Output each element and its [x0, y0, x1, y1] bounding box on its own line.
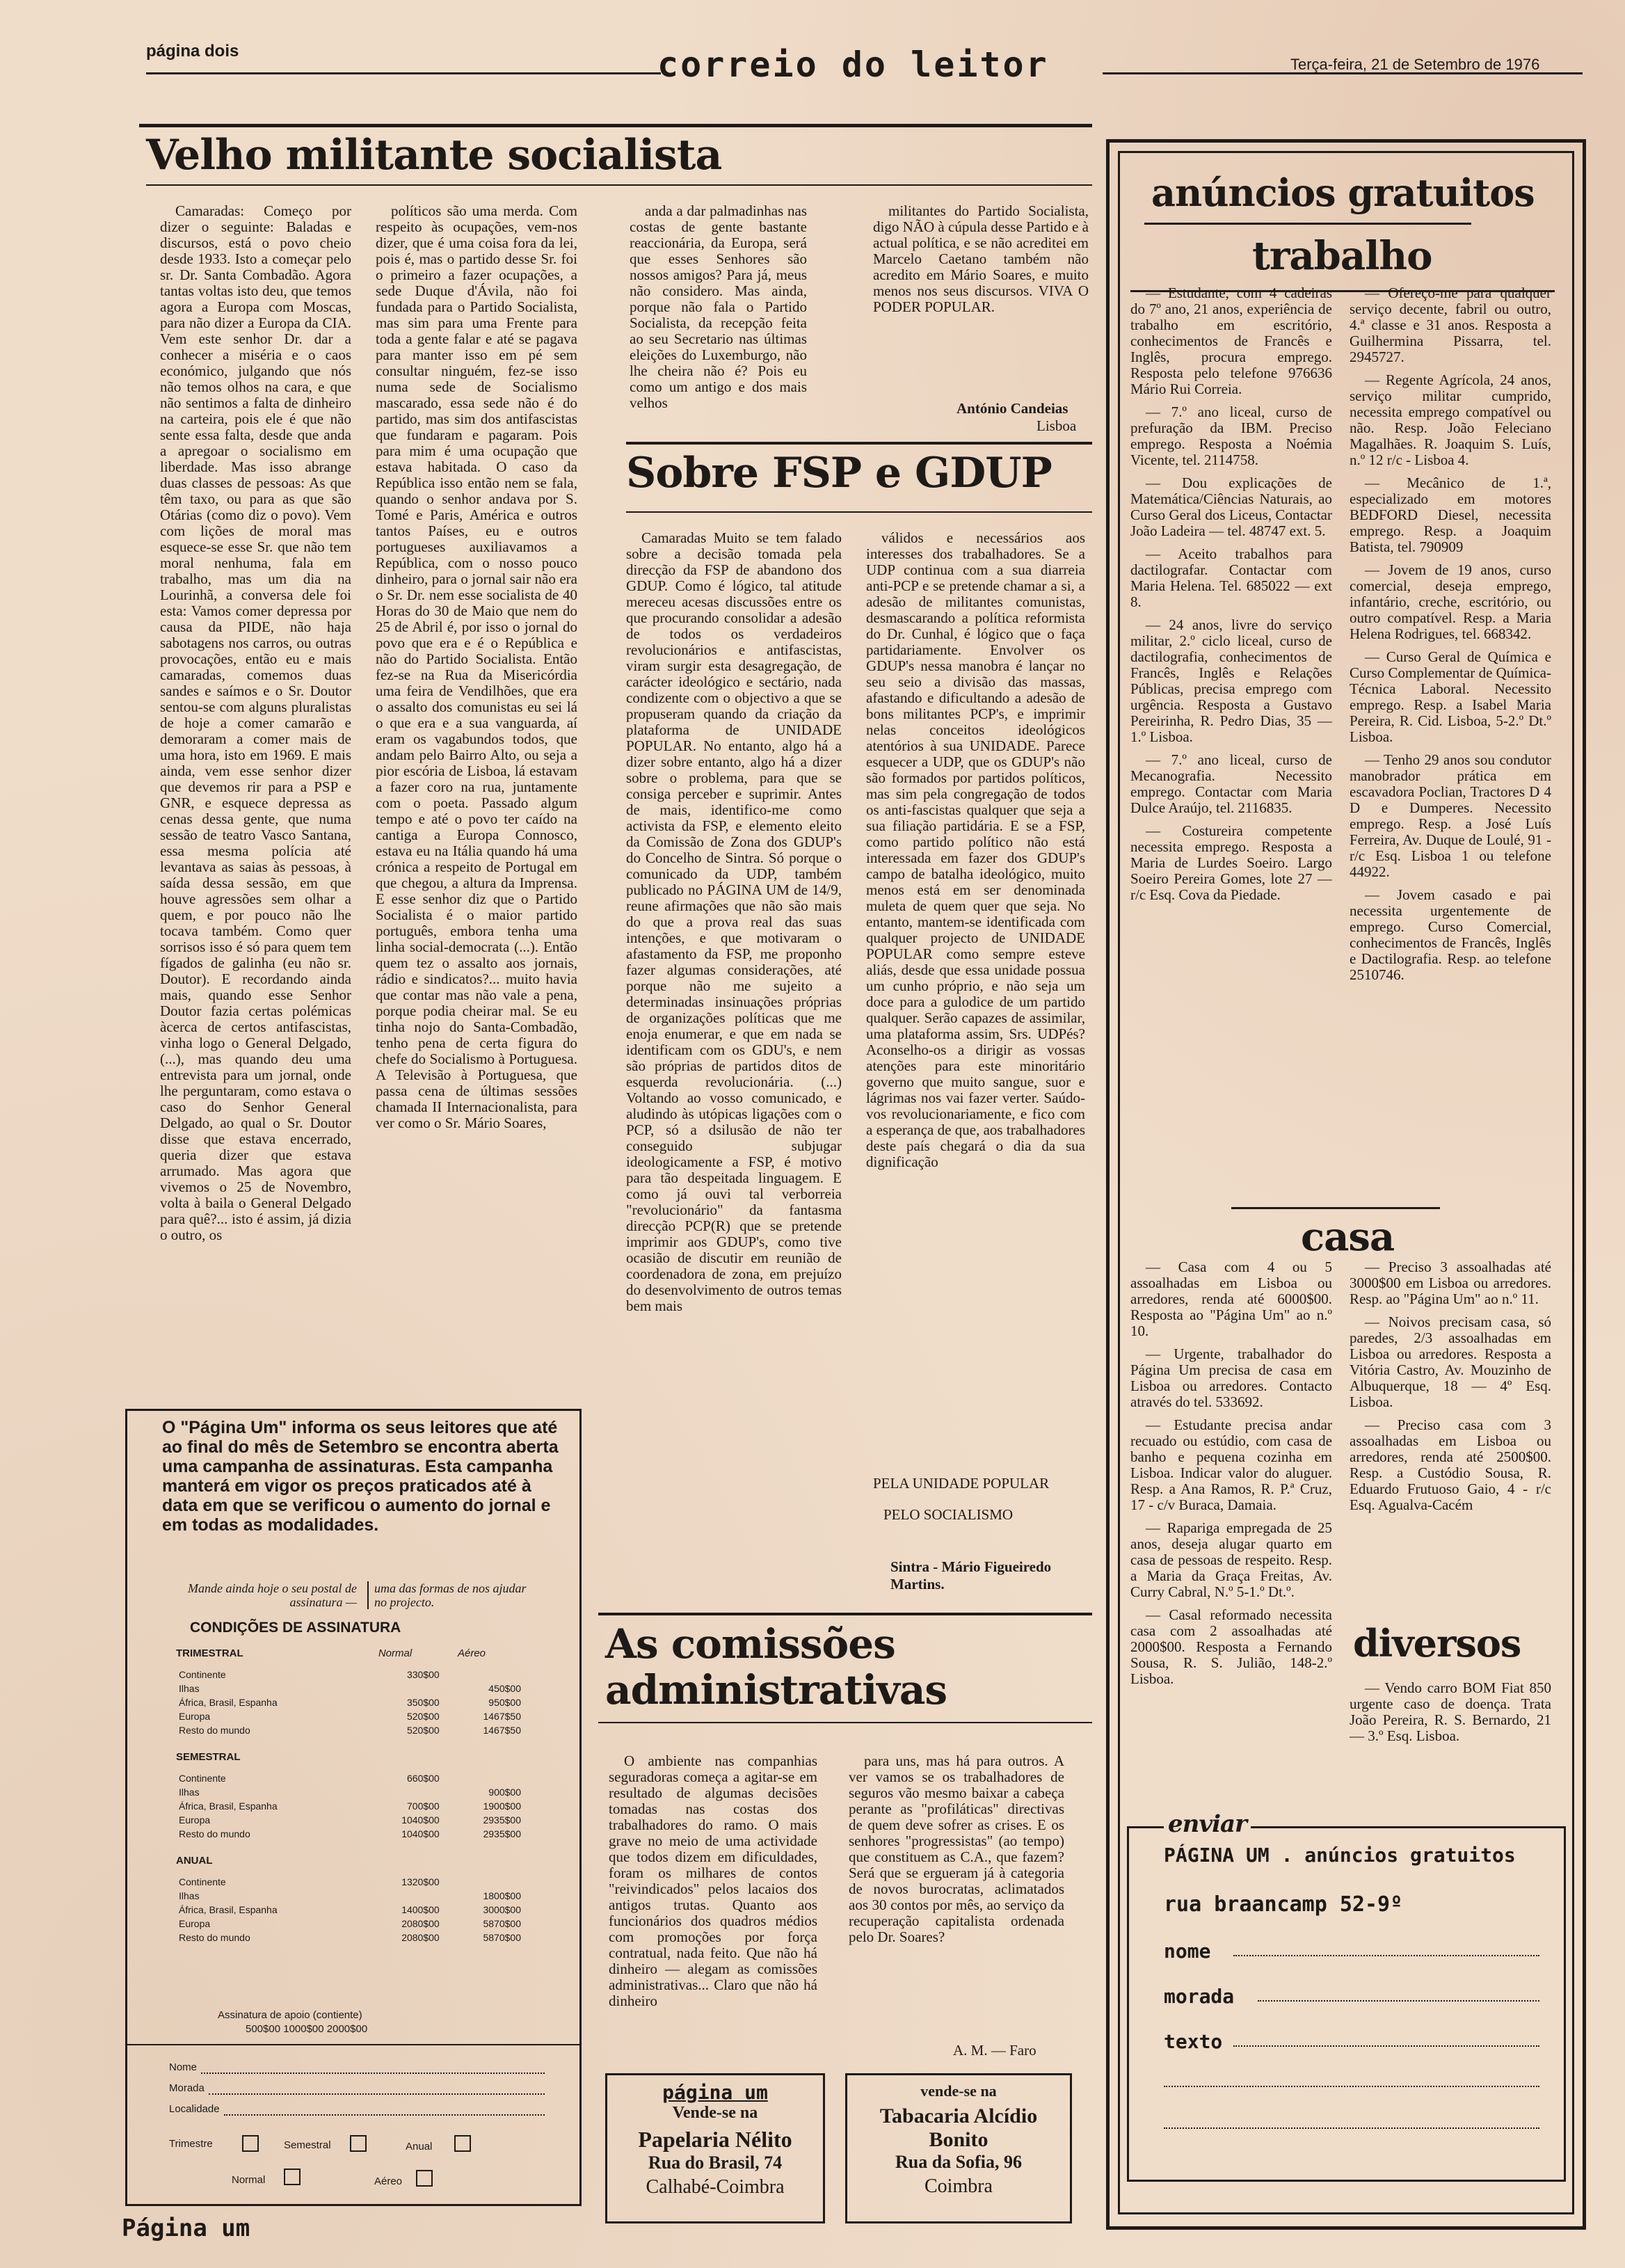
subscription-row [176, 1887, 524, 1901]
classified-ad: — Curso Geral de Química e Curso Complementar de Química-Técnica Laboral. Necessito emprego. Resp. a Isabel Maria Pereira, R. Cid. Lisboa, 5-2.º Dt.º Lisboa. [1350, 648, 1551, 745]
subscription-cell-dest: Continente [179, 1669, 226, 1680]
send-label: enviar [1164, 1810, 1251, 1838]
form-anual-checkbox[interactable] [454, 2135, 471, 2152]
article2-closing1: PELA UNIDADE POPULAR [873, 1475, 1050, 1492]
send-line1: PÁGINA UM . anúncios gratuitos [1164, 1844, 1516, 1867]
subscription-cell-dest: Europa [179, 1918, 211, 1929]
classified-ad: — Costureira competente necessita emprego. Resposta a Maria de Lurdes Soeiro. Largo Soeiro Pereira Gomes, lote 27 — r/c Esq. Cova da Piedade. [1130, 822, 1332, 903]
form-aereo-checkbox[interactable] [416, 2170, 433, 2187]
article2-col1: Camaradas Muito se tem falado sobre a decisão tomada pela direcção da FSP de abandono dos GDUP. Como é lógico, tal atitude mereceu acesas discussões entre os que procurando consolidar a adesão de todos os verdadeiros revolucionários e antifascistas, viram surgir esta desagregação, de carácter ideológico e sectário, nada condizente com o objectivo a que se propuseram quando da criação da plataforma de UNIDADE POPULAR. No entanto, algo há a dizer sobre entanto, algo há a dizer sobre o problema, para que se consiga perceber e suprimir. Antes de mais, identifico-me como activista da FSP, e elemento eleito da Comissão de Zona dos GDUP's do Concelho de Sintra. Só porque o comunicado da UDP, também publicado no PÁGINA UM de 14/9, reune afirmações que não são mais do que a prova real das suas intenções, e que motivaram o afastamento da FSP, me proponho fazer algumas considerações, até porque não me sujeito a determinadas insinuações próprias de organizações políticas que me enoja enumerar, e que em nada se identificam com os GDU's, e nem são próprias de partidos ditos de esquerda revolucionária. (...) Voltando ao vosso comunicado, e aludindo às utópicas ligações com o PCP, só a dsilusão de não ter conseguido subjugar ideologicamente a FSP, é motivo para tão despeitada linguagem. E como já ouvi tal verborreia "revolucionário" da fantasma direcção PCP(R) que se pretende imprimir aos GDUP's, como tive ocasião de discutir em reunião de coordenadora de zona, em prejuízo do desenvolvimento de outros temas bem mais [626, 530, 842, 1314]
classified-ad: — Jovem casado e pai necessita urgentemente de emprego. Curso Comercial, conhecimentos de Francês, Inglês e Dactilografia. Resp. ao telefone 2510746. [1350, 886, 1551, 983]
article1-title-rule [146, 184, 1092, 186]
subscription-note-right: uma das formas de nos ajudar no projecto. [367, 1581, 541, 1609]
subscription-cell-aereo: 900$00 [488, 1787, 521, 1798]
subscription-cell-normal: 1320$00 [401, 1876, 440, 1887]
subscription-cell-normal: 520$00 [406, 1711, 440, 1722]
subscription-section [176, 1751, 524, 1839]
classified-ad: — Preciso casa com 3 assoalhadas em Lisboa ou arredores, renda até 2500$00. Resp. a Custódio Sousa, R. Eduardo Frutuoso Gaio, 4 - r/c Esq. Agualva-Cacém [1350, 1416, 1551, 1513]
subscription-form [169, 2061, 545, 2201]
article3-signature: A. M. — Faro [953, 2042, 1036, 2059]
subscription-cell-dest: Resto do mundo [179, 1932, 250, 1943]
article2-signature: Sintra - Mário Figueiredo Martins. [890, 1558, 1052, 1592]
classified-ad: — Noivos precisam casa, só paredes, 2/3 assoalhadas em Lisboa ou arredores. Resposta a Vitória Castro, Av. Mouzinho de Albuquerque, 18 — 4º Esq. Lisboa. [1350, 1313, 1551, 1410]
subscription-cell-dest: Ilhas [179, 1787, 200, 1798]
subscription-cell-dest: Continente [179, 1876, 226, 1887]
casa-rule [1231, 1207, 1440, 1209]
subscription-cell-aereo: 1800$00 [483, 1890, 521, 1901]
subscription-row [176, 1901, 524, 1915]
article3-top-rule [598, 1613, 1092, 1615]
subscription-row [176, 1770, 524, 1784]
header-rule-left [146, 72, 661, 74]
subscription-row [176, 1826, 524, 1839]
shop2-address: Rua da Sofia, 96 [895, 2152, 1023, 2172]
classified-ad: — Aceito trabalhos para dactilografar. Contactar com Maria Helena. Tel. 685022 — ext 8. [1130, 545, 1332, 610]
send-texto-field-3[interactable] [1164, 2127, 1539, 2129]
support-label: Assinatura de apoio (contiente) [218, 2009, 362, 2021]
classified-ad: — Preciso 3 assoalhadas até 3000$00 em Lisboa ou arredores. Resp. ao "Página Um" ao n.º 11. [1350, 1259, 1551, 1307]
subscription-tables [176, 1647, 524, 1958]
subscription-cell-dest: Europa [179, 1711, 211, 1722]
shop1-name: Papelaria Nélito [638, 2127, 792, 2152]
casa-left-col [1130, 1259, 1332, 1837]
subscription-cell-aereo [442, 1874, 524, 1887]
support-values: 500$00 1000$00 2000$00 [246, 2023, 368, 2035]
trabalho-left-col [1130, 285, 1332, 1350]
subscription-row [176, 1929, 524, 1943]
shop-ad-nelito [605, 2073, 825, 2223]
subscription-cell-aereo: 5870$00 [483, 1932, 521, 1943]
trabalho-right-col [1350, 285, 1551, 1350]
subscription-cell-aereo: 450$00 [488, 1683, 521, 1694]
form-anual-label: Anual [406, 2141, 433, 2153]
casa-heading: casa [1301, 1214, 1395, 1260]
classified-ad: — Tenho 29 anos sou condutor manobrador prática em escavadora Poclian, Tractores D 4 D e Dumperes. Necessito emprego. Resp. a José Luís Ferreira, Av. Duque de Loulé, 91 - r/c Esq. Lisboa 1 ou telefone 44922. [1350, 751, 1551, 880]
subscription-row [176, 1694, 524, 1708]
send-texto-label: texto [1164, 2030, 1223, 2053]
subscription-cell-dest: Europa [179, 1814, 211, 1826]
subscription-cell-normal: 1040$00 [401, 1814, 440, 1826]
classified-ad: — Dou explicações de Matemática/Ciências Naturais, ao Curso Geral dos Liceus, Contactar João Ladeira — tel. 48747 ext. 5. [1130, 474, 1332, 539]
subscription-cell-normal: 330$00 [406, 1669, 440, 1680]
classifieds-title-rule [1144, 223, 1471, 225]
article3-title [605, 1621, 947, 1713]
form-normal-label: Normal [232, 2174, 266, 2186]
subscription-row [176, 1784, 524, 1798]
shop1-line1: Vende-se na [672, 2104, 758, 2122]
subscription-cell-normal [360, 1784, 442, 1798]
form-aereo-label: Aéreo [374, 2175, 403, 2187]
subscription-row [176, 1798, 524, 1812]
classified-ad: — Regente Agrícola, 24 anos, serviço militar cumprido, necessita emprego compatível ou não. Resp. João Feleciano Magalhães. R. Joaquim S. Luís, n.º 12 r/c - Lisboa 4. [1350, 372, 1551, 468]
page-label: página dois [146, 42, 239, 61]
article3-col2: para uns, mas há para outros. A ver vamos se os trabalhadores de seguros vão mesmo baixar a cabeça perante as "profiláticas" directivas de quem deve sofrer as crises. E os senhores "progressistas" (ao tempo) que constituem as C.A., que fazem? Será que se ergueram já à categoria de novos burocratas, aclimatados aos 30 contos por mês, ao serviço da recuperação capitalista ordenada pelo Dr. Soares? [849, 1753, 1064, 1945]
subscription-cell-aereo: 950$00 [488, 1697, 521, 1708]
send-texto-field-1[interactable] [1233, 2045, 1539, 2047]
subscription-cell-normal [361, 1680, 442, 1694]
subscription-cell-normal: 520$00 [406, 1725, 440, 1736]
subscription-cell-aereo [442, 1666, 524, 1680]
classified-ad: — Ofereço-me para qualquer serviço decente, fabril ou outro, 4.ª classe e 31 anos. Resposta a Guilhermina Pissarra, tel. 2945727. [1350, 285, 1551, 365]
subscription-row [176, 1874, 524, 1887]
article2-title-rule [626, 511, 1092, 513]
form-nome-label: Nome [169, 2061, 198, 2073]
diversos-heading: diversos [1353, 1621, 1521, 1666]
subscription-cell-dest: Ilhas [179, 1683, 200, 1694]
article1-top-rule [139, 124, 1092, 127]
article3-title-rule [598, 1722, 1092, 1723]
article1-title: Velho militante socialista [146, 131, 722, 179]
subscription-row [176, 1722, 524, 1736]
article1-col3: anda a dar palmadinhas nas costas de gente bastante reaccionária, da Europa, será que esses Senhores são nossos amigos? Para já, meus não considero. Mas ainda, porque não fala o Partido Socialista, da recepção feita ao seu Secretario nas últimas eleições do Luxemburgo, não lhe cheira não é? Pois eu como um antigo e dos mais velhos [630, 203, 807, 411]
classified-ad: — Estudante, com 4 cadeiras do 7º ano, 21 anos, experiência de trabalho em escritório, conhecimentos de Francês e Inglês, procura emprego. Resposta pelo telefone 976636 Mário Rui Correia. [1130, 285, 1332, 397]
send-morada-field[interactable] [1258, 2000, 1539, 2002]
article1-col2: políticos são uma merda. Com respeito às ocupações, vem-nos dizer, que é uma coisa fora da lei, pois é, mas o partido desse Sr. foi o primeiro a fazer ocupações, a sede Duque d'Ávila, não foi fundada para o Partido Socialista, mas sim para uma Frente para toda a gente falar e até se pagava para manter isso em pé sem consultar ninguém, fez-se isso numa sede de Socialismo mascarado, essa sede não é do partido, mas sim dos antifascistas que fundaram e pagaram. Pois para mim é uma ocupação que estava habitada. O caso da República isso então nem se fala, quando o senhor andava por S. Tomé e Paris, América e outros tantos Países, eu e outros portugueses auxiliavamos a República, com o nosso pouco dinheiro, para o jornal sair não era o Sr. Dr. nem esse socialista de 40 Horas do 30 de Maio que nem do 25 de Abril é, por isso o jornal do povo que era e é o República e não do Partido Socialista. Então fez-se na Rua da Misericórdia uma feira de Vendilhões, que era o assalto dos comunistas eu sei lá o que era e a sua vanguarda, aí eram os vagabundos todos, que andam pelo Bairro Alto, ou seja a pior escória de Lisboa, lá estavam a fazer coro na rua, juntamente com o poeta. Passado algum tempo e até o povo ter caído na cantiga a Europa Connosco, estava eu na Itália quando há uma crónica a respeito de Portugal em que chegou, a altura da Imprensa. E esse senhor diz que o Partido Socialista é o maior partido português, embora tenha uma linha social-democrata (...). Então quem tez o assalto aos jornais, rádio e sindicatos?... muito havia que contar mas não vale a pena, porque podia cheirar mal. Se eu tinha nojo do Santa-Combadão, tenho pena de certa figura do chefe do Socialismo à Portuguesa. A Televisão à Portuguesa, que passa cena de últimas sessões chamada II Internacionalista, para ver como o Sr. Mário Soares, [376, 203, 577, 1131]
shop2-city: Coimbra [924, 2175, 993, 2197]
form-nome-field[interactable] [201, 2061, 545, 2074]
article2-title: Sobre FSP e GDUP [626, 449, 1052, 497]
footer-logo: Página um [122, 2214, 250, 2242]
form-localidade-field[interactable] [224, 2103, 545, 2116]
send-line2: rua braancamp 52-9º [1164, 1892, 1403, 1917]
send-ad-form [1127, 1810, 1566, 2182]
subscription-cell-dest: África, Brasil, Espanha [179, 1904, 278, 1915]
classified-ad: — Estudante precisa andar recuado ou estúdio, com casa de banho e pequena cozinha em Lisboa. Indicar valor do aluguer. Resp. a Ana Ramos, R. P.ª Cruz, 17 - c/v Buraca, Damaia. [1130, 1416, 1332, 1513]
subscription-row [176, 1666, 524, 1680]
subscription-cell-normal: 660$00 [407, 1773, 440, 1784]
form-semestral-label: Semestral [284, 2139, 331, 2151]
subscription-cell-normal: 350$00 [406, 1697, 440, 1708]
subscription-cell-dest: Continente [179, 1773, 226, 1784]
send-nome-label: nome [1164, 1940, 1211, 1963]
classified-ad: — 24 anos, livre do serviço militar, 2.º ciclo liceal, curso de dactilografia, conhecimentos de Francês, Inglês e Relações Públicas, precisa emprego com urgência. Resposta a Gustavo Pereirinha, R. Pedro Dias, 35 — 1.º Lisboa. [1130, 616, 1332, 745]
subscription-cell-normal: 1400$00 [401, 1904, 440, 1915]
diversos-col [1350, 1680, 1551, 1791]
subscription-cell-aereo: 1900$00 [483, 1800, 521, 1812]
subscription-section [176, 1855, 524, 1943]
send-morada-label: morada [1164, 1985, 1235, 2008]
form-morada-field[interactable] [209, 2082, 545, 2095]
send-nome-field[interactable] [1233, 1955, 1539, 1956]
shop1-address: Rua do Brasil, 74 [648, 2153, 783, 2173]
classified-ad: — Casa com 4 ou 5 assoalhadas em Lisboa ou arredores, renda até 6000$00. Resposta ao "Página Um" ao n.º 10. [1130, 1259, 1332, 1339]
shop2-line1: vende-se na [920, 2082, 997, 2100]
article2-top-rule [626, 442, 1092, 445]
article1-col4: militantes do Partido Socialista, digo NÃO à cúpula desse Partido e à actual política, e se não acreditei em Marcelo Caetano também não acredito em Mário Soares, e muito menos nos seus discursos. VIVA O PODER POPULAR. [873, 203, 1089, 315]
subscription-col-header: Normal [378, 1647, 413, 1659]
subscription-row [176, 1708, 524, 1722]
classified-ad: — Jovem de 19 anos, curso comercial, deseja emprego, infantário, creche, escritório, ou outro compatível. Resp. a Maria Helena Rodrigues, tel. 668342. [1350, 561, 1551, 642]
subscription-cell-aereo [442, 1770, 524, 1784]
subscription-section [176, 1647, 524, 1736]
casa-right-col [1350, 1259, 1551, 1544]
subscription-row [176, 1680, 524, 1694]
subscription-notice: O "Página Um" informa os seus leitores que até ao final do mês de Setembro se encontra aberta uma campanha de assinaturas. Esta campanha manterá em vigor os preços praticados até à data em que se verificou o aumento do jornal e em todas as modalidades. [162, 1418, 559, 1535]
shop2-name2: Bonito [929, 2128, 988, 2151]
subscription-cell-normal: 700$00 [407, 1800, 440, 1812]
subscription-title: CONDIÇÕES DE ASSINATURA [190, 1620, 401, 1636]
article3-title-line1: As comissões [605, 1620, 895, 1668]
classifieds-box [1106, 139, 1586, 2230]
trabalho-heading: trabalho [1252, 233, 1432, 279]
classified-ad: — Mecânico de 1.ª, especializado em motores BEDFORD Diesel, necessita emprego. Resp. a Joaquim Batista, tel. 790909 [1350, 474, 1551, 555]
classified-ad: — Casal reformado necessita casa com 2 assoalhadas até 2000$00. Resposta a Fernando Sousa, R. S. Julião, 148-2.º Lisboa. [1130, 1606, 1332, 1687]
subscription-section-name: TRIMESTRAL [176, 1647, 243, 1659]
subscription-cell-normal: 2080$00 [401, 1932, 440, 1943]
form-normal-checkbox[interactable] [284, 2169, 301, 2185]
form-semestral-checkbox[interactable] [350, 2135, 367, 2152]
subscription-cell-dest: Resto do mundo [179, 1725, 250, 1736]
classifieds-title: anúncios gratuitos [1151, 170, 1535, 215]
classified-ad: — 7.º ano liceal, curso de prefuração da IBM. Preciso emprego. Resposta a Noémia Vicente, tel. 2114758. [1130, 404, 1332, 468]
classified-ad: — Vendo carro BOM Fiat 850 urgente caso de doença. Trata João Pereira, R. S. Bernardo, 21 — 3.º Esq. Lisboa. [1350, 1680, 1551, 1744]
subscription-section-name: SEMESTRAL [176, 1751, 241, 1763]
article1-signature: António Candeias [956, 400, 1068, 417]
article1-place: Lisboa [1036, 417, 1077, 434]
section-title: correio do leitor [657, 45, 1049, 85]
subscription-box [125, 1409, 582, 2206]
shop1-logo: página um [662, 2081, 768, 2104]
subscription-cell-aereo: 5870$00 [483, 1918, 521, 1929]
subscription-row [176, 1915, 524, 1929]
send-texto-field-2[interactable] [1164, 2086, 1539, 2087]
subscription-cell-aereo: 2935$00 [483, 1828, 521, 1839]
shop2-name1: Tabacaria Alcídio [879, 2105, 1038, 2127]
article3-title-line2: administrativas [605, 1666, 947, 1714]
form-morada-label: Morada [169, 2082, 205, 2094]
article3-col1: O ambiente nas companhias seguradoras começa a agitar-se em resultado de algumas decisões tomadas nas costas dos trabalhadores do ramo. O mais grave no meio de uma actividade que todos dizem em dificuldades, foram os milhares de contos "reivindicados" pelos lacaios dos antigos trutas. Quanto aos funcionários dos quadros médios com promoções por força contratual, nada feito. Que não há dinheiro — alegam as comissões administrativas... Claro que não há dinheiro [609, 1753, 817, 2009]
form-localidade-label: Localidade [169, 2103, 220, 2115]
subscription-cell-normal: 1040$00 [401, 1828, 440, 1839]
subscription-cell-dest: Resto do mundo [179, 1828, 250, 1839]
subscription-section-name: ANUAL [176, 1855, 213, 1867]
classified-ad: — Rapariga empregada de 25 anos, deseja alugar quarto em casa de pessoas de respeito. Resp. a Maria da Graça Freitas, Av. Curry Cabral, N.º 5-1.º Dt.º. [1130, 1519, 1332, 1600]
classified-ad: — Urgente, trabalhador do Página Um precisa de casa em Lisboa ou arredores. Contacto através do tel. 533692. [1130, 1345, 1332, 1410]
subscription-note-left: Mande ainda hoje o seu postal de assinatura — [188, 1581, 357, 1609]
article2-col2: válidos e necessários aos interesses dos trabalhadores. Se a UDP continua com a sua diarreia anti-PCP e se pretende chamar a si, a adesão de militantes comunistas, desmascarando a política reformista do Dr. Cunhal, é lógico que o faça partidariamente. Envolver os GDUP's nessa manobra é lançar no seu seio a divisão das massas, afastando e dificultando a adesão de bons militantes PCP's, e imprimir nelas conceitos ideológicos atentórios à sua UNIDADE. Parece esquecer a UDP, que os GDUP's não são formados por partidos políticos, mas sim pela congregação de todos os anti-fascistas qualquer que seja a sua filiação partidária. E se a FSP, como partido político não está interessada em fazer dos GDUP's campo de batalha ideológico, muito menos está em ser denominada muleta de quem quer que seja. No entanto, mantem-se identificada com qualquer projecto de UNIDADE POPULAR como sempre esteve aliás, desde que essa unidade possua um cunho próprio, e não seja um doce para a gulodice de um partido qualquer. Serão capazes de assimilar, uma plataforma assim, Srs. UDPés? Aconselho-os a dirigir as vossas atenções para este minoritário governo que muito sangue, suor e lágrimas nos vai fazer verter. Saúdo-vos revolucionariamente, e fico com a esperança de que, aos trabalhadores deste país chegará o dia da sua dignificação [866, 530, 1085, 1170]
date: Terça-feira, 21 de Setembro de 1976 [1290, 56, 1540, 73]
shop-ad-alcidio [845, 2073, 1072, 2223]
subscription-row [176, 1812, 524, 1826]
subscription-form-rule [127, 2044, 579, 2045]
subscription-cell-dest: Ilhas [179, 1890, 200, 1901]
subscription-cell-aereo: 2935$00 [483, 1814, 521, 1826]
shop1-city: Calhabé-Coimbra [646, 2176, 785, 2198]
article2-closing2: PELO SOCIALISMO [883, 1506, 1014, 1523]
subscription-cell-aereo: 1467$50 [483, 1711, 521, 1722]
subscription-cell-dest: África, Brasil, Espanha [179, 1800, 278, 1812]
subscription-cell-normal [360, 1887, 442, 1901]
form-trimestre-checkbox[interactable] [242, 2135, 259, 2152]
subscription-cell-aereo: 3000$00 [483, 1904, 521, 1915]
subscription-cell-dest: África, Brasil, Espanha [179, 1697, 278, 1708]
subscription-cell-normal: 2080$00 [401, 1918, 440, 1929]
subscription-col-header: Aéreo [457, 1647, 486, 1659]
subscription-cell-aereo: 1467$50 [483, 1725, 521, 1736]
article1-col1: Camaradas: Começo por dizer o seguinte: Baladas e discursos, está o povo cheio desde 1933. Isto a começar pelo sr. Dr. Santa Combadão. Agora tantas voltas isto deu, que temos agora a Europa com Moscas, para não dizer a Europa da CIA. Vem este senhor Dr. dar a conhecer a miséria e o caos económico, julgando que nós não temos olhos na cara, e que não sentimos a falta de dinheiro na carteira, pois ele é que não sente essa falta, desde que anda a apregoar o socialismo em liberdade. Mas isso abrange duas classes de pessoas: As que têm taxo, ou para as que são Otárias (como diz o povo). Vem com lições de moral mas esquece-se esse Sr. que não tem moral nenhuma, fala em trabalho, mas um dia na Lourinhã, a conversa dele foi esta: Vamos comer depressa por causa da PIDE, não haja sabotagens nos carros, ou outras provocações, então eu e mais camaradas, comemos duas sandes e saímos e o Sr. Doutor sentou-se com alguns pluralistas de hoje a comer camarão e demoraram a comer mais de uma hora, isto em 1969. E mais ainda, vem esse senhor dizer que devemos rir para a PSP e GNR, e esquece depressa as cenas dessa gente, que numa sessão de teatro Vasco Santana, essa mesma polícia até levantava as saias às pessoas, à saída dessa sessão, em que houve agressões sem olhar a quem, e por pouco não lhe tocava também. Como quer sorrisos isso é só para quem tem fígados de galinha (eu não sr. Doutor). E recordando ainda mais, quando esse Senhor Doutor fazia certas polémicas àcerca de certos antifascistas, vinha logo o General Delgado, (...), mas quando deu uma entrevista para um jornal, onde lhe perguntaram, como estava o caso do Senhor General Delgado, ao qual o Sr. Doutor disse que estava encerrado, queria dizer que estava arrumado. Mas agora que vivemos o 25 de Novembro, volta à baila o General Delgado para quê?... isto é assim, já dizia o outro, os [160, 203, 351, 1243]
classified-ad: — 7.º ano liceal, curso de Mecanografia. Necessito emprego. Contactar com Maria Dulce Araújo, tel. 2116835. [1130, 751, 1332, 816]
form-trimestre-label: Trimestre [169, 2138, 213, 2150]
